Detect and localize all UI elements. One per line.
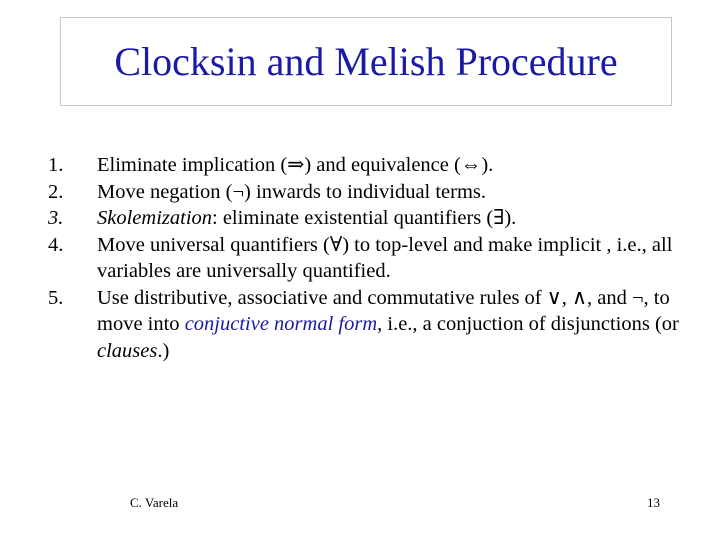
step-text: Use distributive, associative and commutative rules of ∨, ∧, and ¬, to move into xyxy=(97,286,670,335)
step-2 xyxy=(0,179,700,206)
step-number: 3. xyxy=(48,207,64,229)
step-text: Move negation (¬) inwards to individual terms. xyxy=(97,180,487,203)
footer-author: C. Varela xyxy=(130,495,179,510)
step-text: , i.e., a conjuction of disjunctions (or xyxy=(377,313,679,335)
page-number: 13 xyxy=(647,495,660,510)
step-text: : eliminate existential quantifiers (∃). xyxy=(212,207,517,229)
step-text: Move universal quantifiers (∀) to top-level and make implicit , i.e., all variables are universally quantified. xyxy=(97,233,673,282)
steps-list xyxy=(0,152,700,364)
step-term-cnf: conjuctive normal form xyxy=(184,313,378,335)
step-number: 2. xyxy=(48,180,64,203)
title-box xyxy=(60,17,672,106)
step-4 xyxy=(0,232,700,285)
slide-title: Clocksin and Melish Procedure xyxy=(114,39,618,84)
step-3 xyxy=(0,205,700,232)
step-term-skolemization: Skolemization xyxy=(97,207,213,229)
step-number: 4. xyxy=(48,233,64,256)
step-number: 5. xyxy=(48,286,64,309)
step-term-clauses: clauses xyxy=(97,339,158,362)
step-5 xyxy=(0,285,700,365)
step-text: .) xyxy=(157,339,170,362)
step-1 xyxy=(0,152,700,179)
step-number: 1. xyxy=(48,154,64,176)
step-text: Eliminate implication (⇒) and equivalence (⇔). xyxy=(97,154,494,176)
